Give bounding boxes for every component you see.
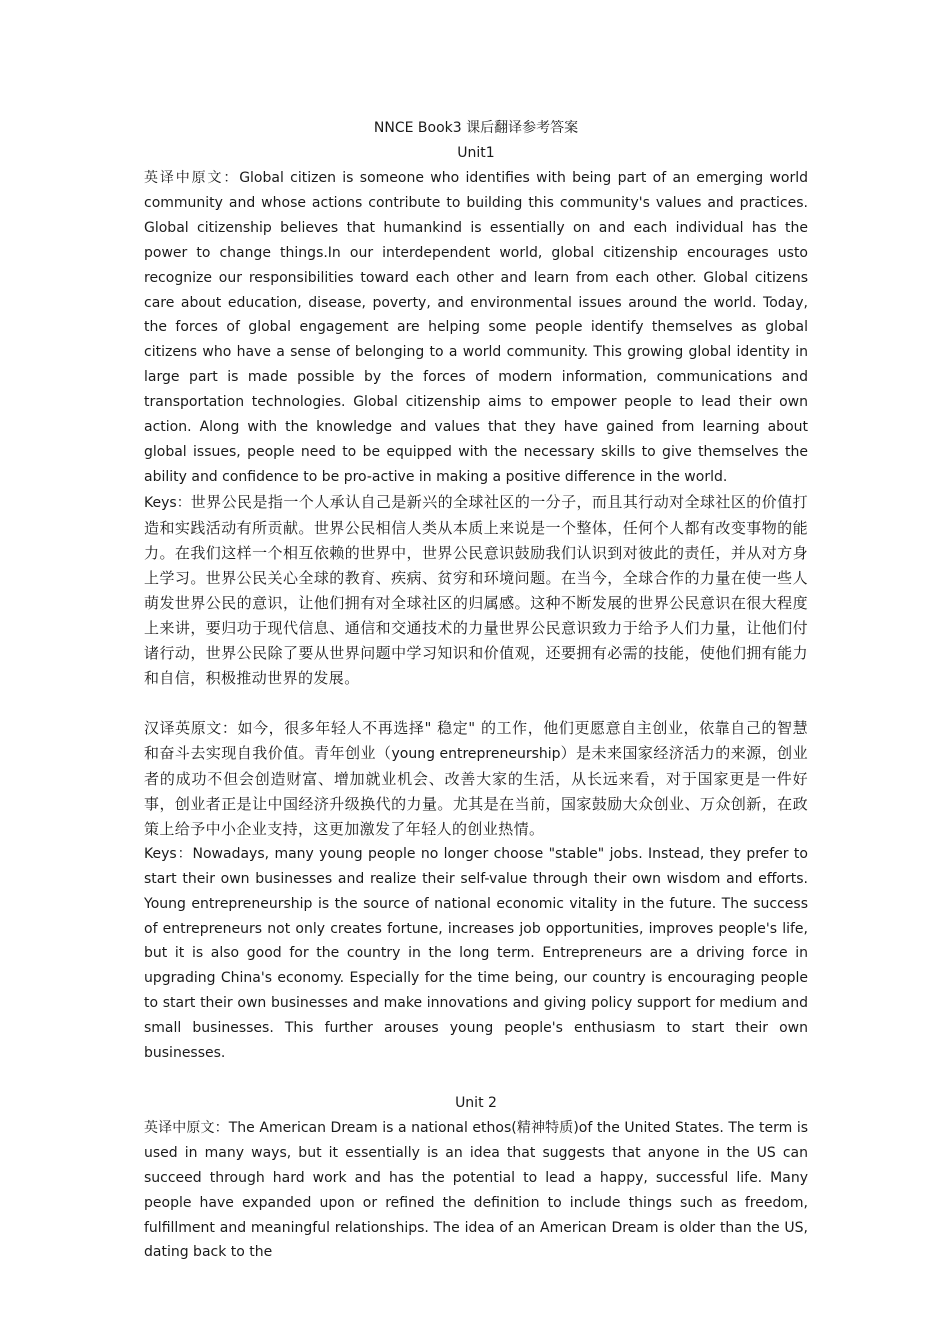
unit1-zh-to-en-text-1: 如今，很多年轻人不再选择" 稳定" 的工作，他们更愿意自主创业，依靠自己的智慧和奋斗去实现自我价值。青年创业（ bbox=[144, 718, 808, 762]
unit2-heading: Unit 2 bbox=[455, 1094, 497, 1111]
spacer bbox=[144, 691, 808, 716]
unit1-zh-to-en-source bbox=[144, 716, 808, 842]
spacer bbox=[144, 1066, 808, 1091]
unit2-en-to-zh-text-2: )of the United States. The term is used in many ways, but it essentially is an idea that suggests that anyone in the US can succeed through hard work and has the potential to lead a happy, successful life. Many people have expanded upon or refined the definition to include things such as freedom, fulfillment and meaningful relationships. The idea of an American Dream is older than the US, dating back to the bbox=[144, 1119, 808, 1261]
unit1-en-to-zh-text: Global citizen is someone who identifies with being part of an emerging world community and whose actions contribute to building this community's values and practices. Global citizenship believes that humankind is essentially on and each individual has the power to change things.In our interdependent world, global citizenship encourages usto recognize our responsibilities toward each other and learn from each other. Global citizens care about education, disease, poverty, and environmental issues around the world. Today, the forces of global engagement are helping some people identify themselves as global citizens who have a sense of belonging to a world community. This growing global identity in large part is made possible by the forces of modern information, communications and transportation technologies. Global citizenship aims to empower people to lead their own action. Along with the knowledge and values that they have gained from learning about global issues, people need to be equipped with the necessary skills to give themselves the ability and confidence to be pro-active in making a positive difference in the world. bbox=[144, 170, 808, 485]
unit1-en-to-zh-key-text: 世界公民是指一个人承认自己是新兴的全球社区的一分子，而且其行动对全球社区的价值打造和实践活动有所贡献。世界公民相信人类从本质上来说是一个整体，任何个人都有改变事物的能力。在我们这样一个相互依赖的世界中，世界公民意识鼓励我们认识到对彼此的责任，并从对方身上学习。世界公民关心全球的教育、疾病、贫穷和环境问题。在当今，全球合作的力量在使一些人萌发世界公民的意识，让他们拥有对全球社区的归属感。这种不断发展的世界公民意识在很大程度上来讲，要归功于现代信息、通信和交通技术的力量世界公民意识致力于给予人们力量，让他们付诸行动，世界公民除了要从世界问题中学习知识和价值观，还要拥有必需的技能，使他们拥有能力和自信，积极推动世界的发展。 bbox=[144, 492, 808, 687]
document-title: NNCE Book3 课后翻译参考答案 bbox=[373, 120, 579, 136]
unit1-en-to-zh-key-label: Keys： bbox=[144, 494, 191, 511]
unit2-en-to-zh-source bbox=[144, 1116, 808, 1265]
unit1-zh-to-en-text-en: young entrepreneurship bbox=[391, 745, 561, 762]
unit2-en-to-zh-text-zh: 精神特质 bbox=[516, 1119, 574, 1136]
unit1-zh-to-en-key-text: Nowadays, many young people no longer choose "stable" jobs. Instead, they prefer to start their own businesses and realize their self-value through their own wisdom and efforts. Young entrepreneurship is the source of national economic vitality in the future. The success of entrepreneurs not only creates fortune, increases job opportunities, improves people's life, but it is also good for the country in the long term. Entrepreneurs are a driving force in upgrading China's economy. Especially for the time being, our country is encouraging people to start their own businesses and make innovations and giving policy support for medium and small businesses. This further arouses young people's enthusiasm to start their own businesses. bbox=[144, 845, 808, 1062]
unit1-zh-to-en-key bbox=[144, 842, 808, 1066]
unit1-zh-to-en-key-label: Keys： bbox=[144, 845, 193, 862]
unit2-en-to-zh-text-1: The American Dream is a national ethos( bbox=[228, 1119, 517, 1136]
unit1-zh-to-en-label: 汉译英原文： bbox=[144, 718, 238, 737]
unit1-en-to-zh-label: 英译中原文： bbox=[144, 170, 240, 186]
unit2-en-to-zh-label: 英译中原文： bbox=[144, 1119, 229, 1136]
document-page bbox=[144, 116, 808, 1265]
unit1-en-to-zh-source bbox=[144, 166, 808, 490]
unit1-heading: Unit1 bbox=[457, 145, 495, 161]
unit1-en-to-zh-key bbox=[144, 490, 808, 691]
unit1-zh-to-en-text-2: ）是未来国家经济活力的来源，创业者的成功不但会创造财富、增加就业机会、改善大家的生活，从长远来看，对于国家更是一件好事，创业者正是让中国经济升级换代的力量。尤其是在当前，国家鼓励大众创业、万众创新，在政策上给予中小企业支持，这更加激发了年轻人的创业热情。 bbox=[144, 743, 809, 838]
